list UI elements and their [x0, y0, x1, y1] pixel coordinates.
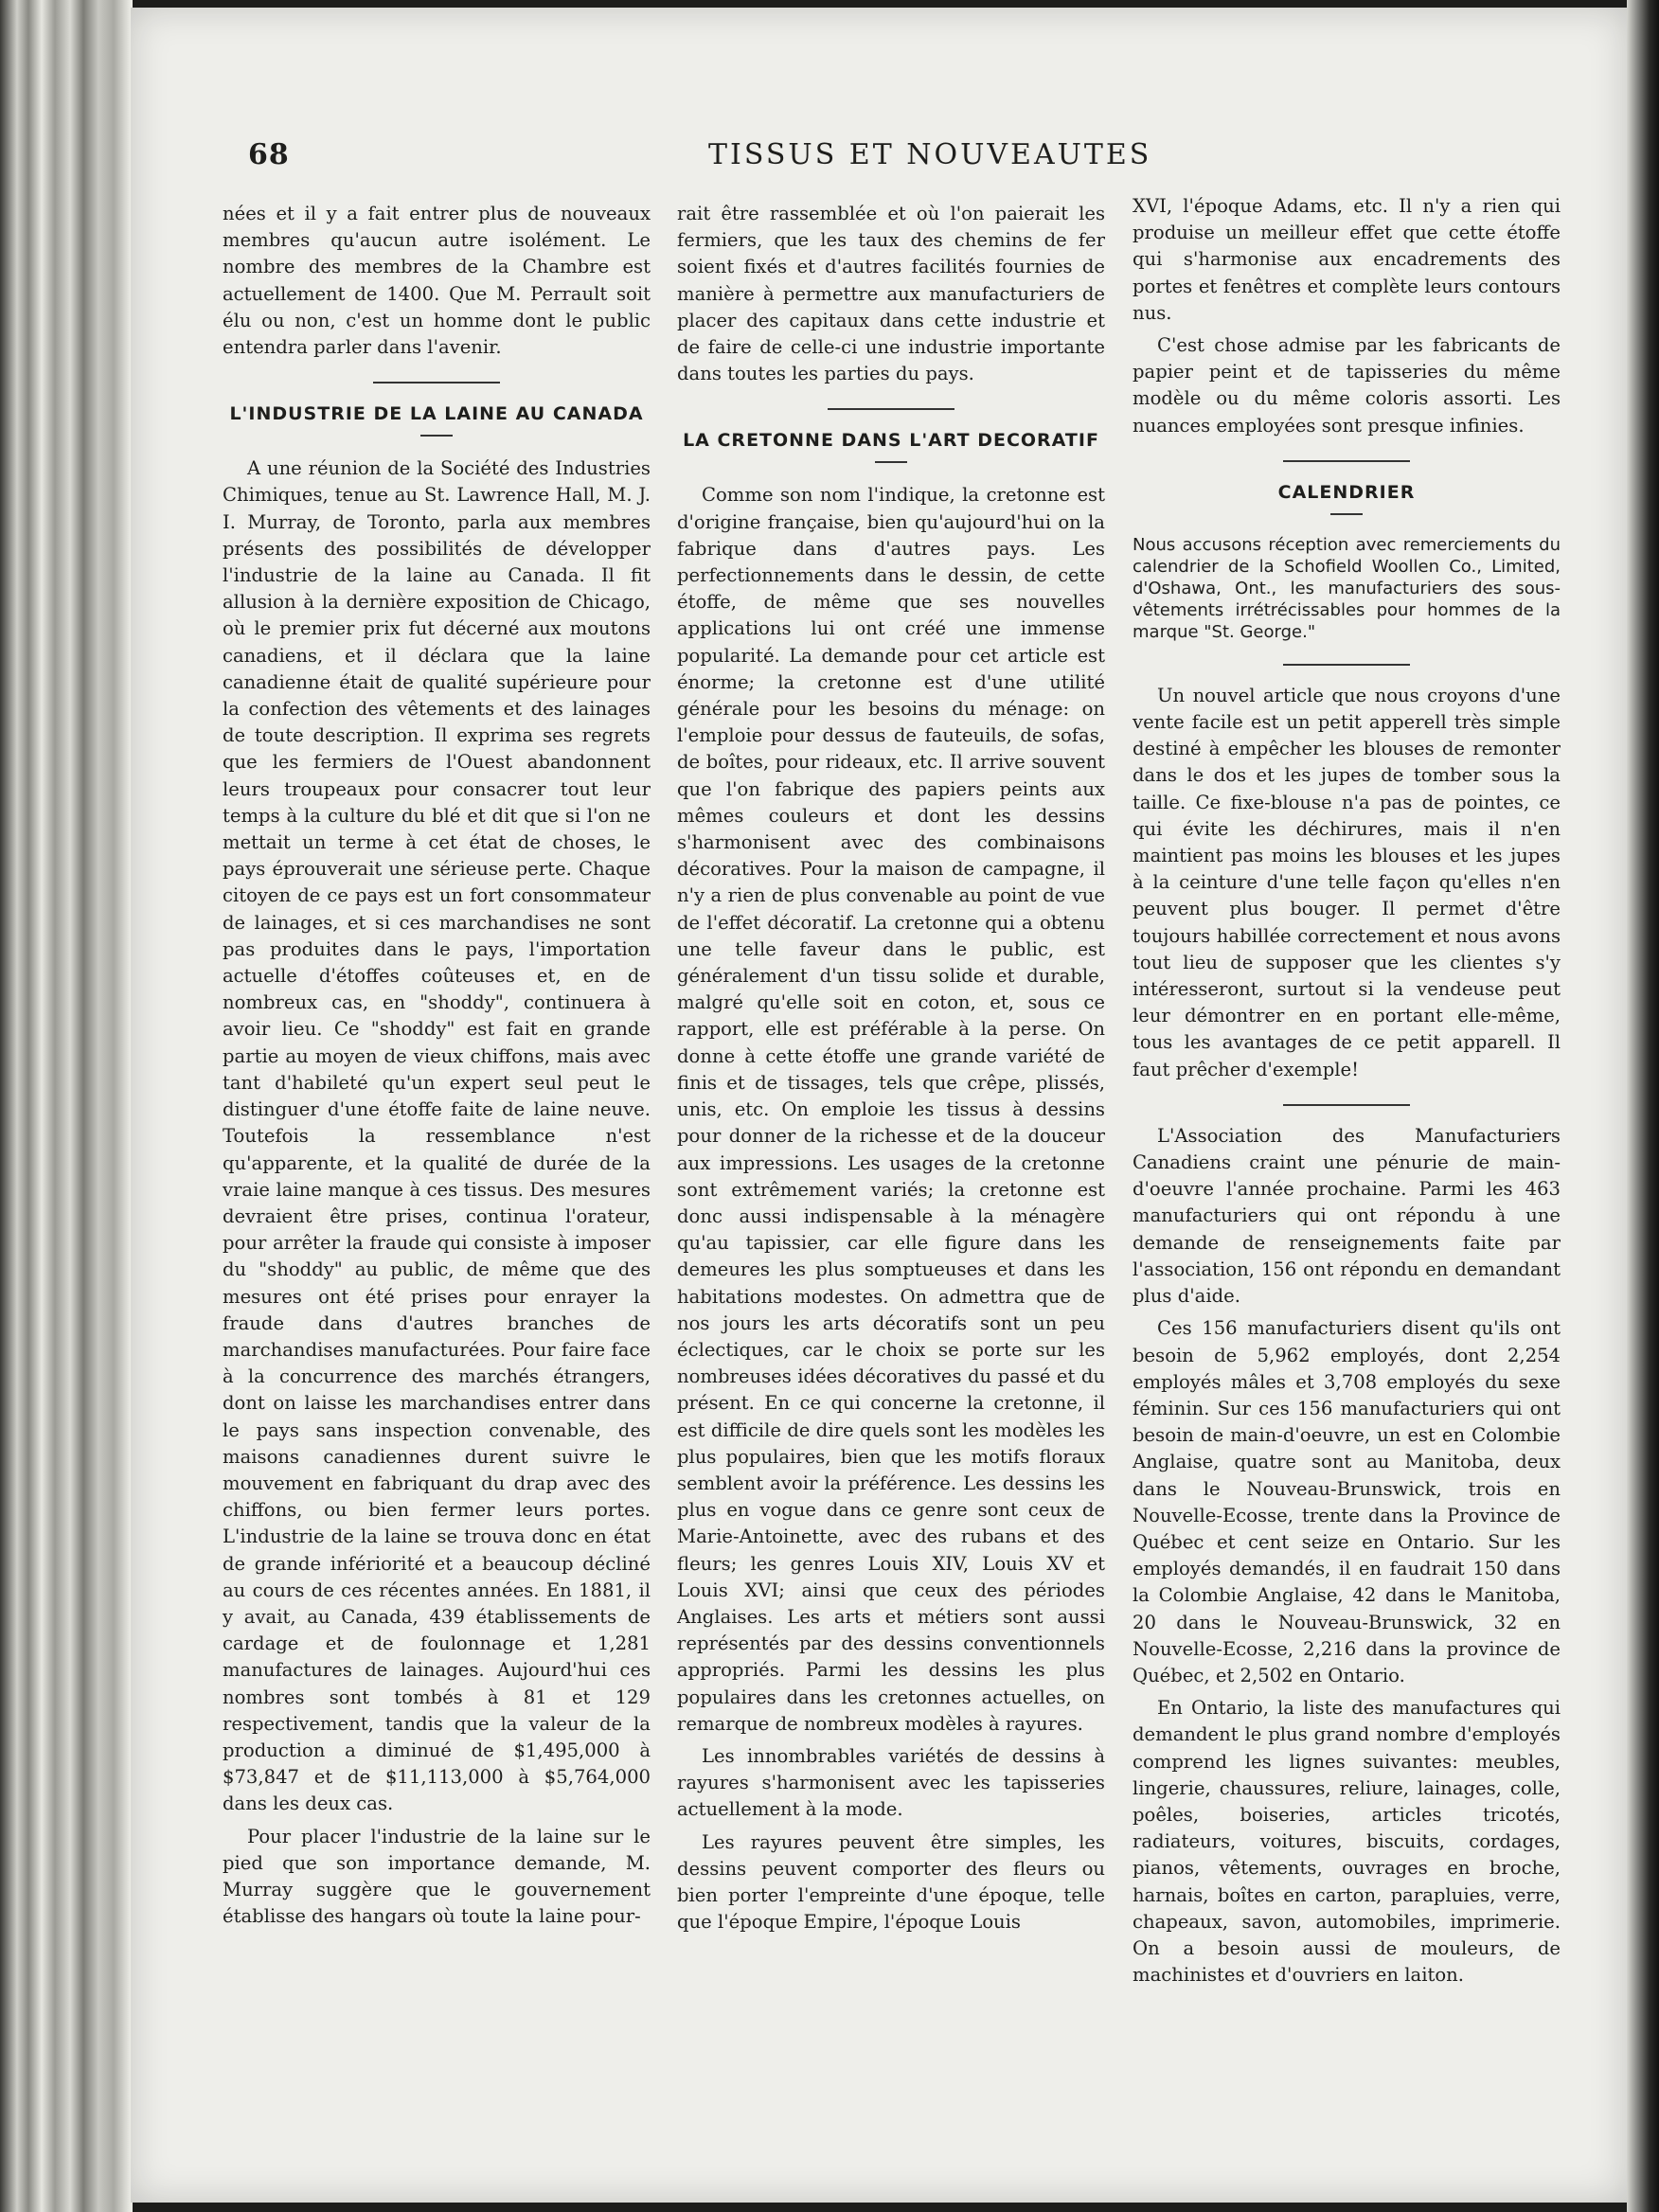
article-heading-cretonne: LA CRETONNE DANS L'ART DECORATIF [683, 430, 1099, 452]
cretonne-paragraph-2: Les innombrables variétés de dessins à rayures s'harmonisent avec les tapisseries actuellement à la mode. [677, 1744, 1105, 1821]
cretonne-paragraph-1: Comme son nom l'indique, la cretonne est d'origine française, bien qu'aujourd'hui on la fabrique dans d'autres pays. Les perfectionnements dans le dessin, de cette étoffe, de même que ses nouvelles applications lui ont créé une immense popularité. La demande pour cet article est énorme; la cretonne est d'une utilité générale pour les besoins du ménage: on l'emploie pour dessus de fauteuils, de sofas, de boîtes, pour rideaux, etc. Il arrive souvent que l'on fabrique des papiers peints aux mêmes couleurs et dont les dessins s'harmonisent avec des combinaisons décoratives. Pour la maison de campagne, il n'y a rien de plus convenable au point de vue de l'effet décoratif. La cretonne qui a obtenu une telle faveur dans le public, est généralement d'un tissu solide et durable, malgré qu'elle soit en coton, et, sous ce rapport, elle est préférable à la perse. On donne à cette étoffe une grande variété de finis et de tissages, tels que crêpe, plissés, unis, etc. On emploie les tissus à dessins pour donner de la richesse et de la douceur aux impressions. Les usages de la cretonne sont extrêmement variés; la cretonne est donc aussi indispensable à la ménagère qu'au tapissier, car elle figure dans les demeures les plus somptueuses et dans les habitations modestes. On admettra que de nos jours les arts décoratifs sont un peu éclectiques, car le choix se porte sur les nombreuses idées décoratives du passé et du présent. En ce qui concerne la cretonne, il est difficile de dire quels sont les modèles les plus populaires, bien que les motifs floraux semblent avoir la préférence. Les dessins les plus en vogue dans ce genre sont ceux de Marie-Antoinette, avec des rubans et des fleurs; les genres Louis XIV, Louis XV et Louis XVI; ainsi que ceux des périodes Anglaises. Les arts et métiers sont aussi représentés par des dessins conventionnels appropriés. Parmi les dessins les plus populaires dans les cretonnes actuelles, on remarque de nombreux modèles à rayures. [677, 484, 1105, 1735]
column-3 [1133, 193, 1561, 1989]
cretonne-paragraph-3: Les rayures peuvent être simples, les dessins peuvent comporter des fleurs ou bien porter l'empreinte d'une époque, telle que l'époque Empire, l'époque Louis [677, 1830, 1105, 1934]
section-divider [1283, 664, 1410, 666]
article-heading-laine: L'INDUSTRIE DE LA LAINE AU CANADA [229, 403, 644, 425]
continuation-paragraph: XVI, l'époque Adams, etc. Il n'y a rien qui produise un meilleur effet que cette étoffe qui s'harmonise aux encadrements des portes et fenêtres et complète leurs contours nus. [1133, 195, 1561, 324]
laine-paragraph-1: A une réunion de la Société des Industries Chimiques, tenue au St. Lawrence Hall, M. J. I. Murray, de Toronto, parla aux membres présents des possibilités de développer l'industrie de la laine au Canada. Il fit allusion à la dernière exposition de Chicago, où le premier prix fut décerné aux moutons canadiens, et il déclara que la laine canadienne était de qualité supérieure pour la confection des vêtements et des lainages de toute description. Il exprima ses regrets que les fermiers de l'Ouest abandonnent leurs troupeaux pour consacrer tout leur temps à la culture du blé et dit que si l'on ne mettait un terme à cet état de choses, le pays éprouverait une sérieuse perte. Chaque citoyen de ce pays est un fort consommateur de lainages, et si ces marchandises ne sont pas produites dans le pays, l'importation actuelle d'étoffes coûteuses et, en de nombreux cas, en "shoddy", continuera à avoir lieu. Ce "shoddy" est fait en grande partie au moyen de vieux chiffons, mais avec tant d'habileté qu'un expert seul peut le distinguer d'une étoffe faite de laine neuve. Toutefois la ressemblance n'est qu'apparente, et la qualité de durée de la vraie laine manque à ces tissus. Des mesures devraient être prises, continua l'orateur, pour arrêter la fraude qui consiste à imposer du "shoddy" au public, de même que des mesures ont été prises pour enrayer la fraude dans d'autres branches de marchandises manufacturées. Pour faire face à la concurrence des marchés étrangers, dont on laisse les marchandises entrer dans le pays sans inspection convenable, des maisons canadiennes durent suivre le mouvement en fabriquant du drap avec des chiffons, ou bien fermer leurs portes. L'industrie de la laine se trouva donc en état de grande infériorité et a beaucoup décliné au cours de ces récentes années. En 1881, il y avait, au Canada, 439 établissements de cardage et de foulonnage et 1,281 manufactures de lainages. Aujourd'hui ces nombres sont tombés à 81 et 129 respectivement, tandis que la valeur de la production a diminué de $1,495,000 à $73,847 et de $11,113,000 à $5,764,000 dans les deux cas. [223, 457, 651, 1815]
heading-underline [875, 461, 907, 463]
section-divider [1283, 1104, 1410, 1106]
association-paragraph-3: En Ontario, la liste des manufactures qui demandent le plus grand nombre d'employés comprend les lignes suivantes: meubles, lingerie, chaussures, reliure, lainages, colle, poêles, boiseries, articles tricotés, radiateurs, voitures, biscuits, cordages, pianos, vêtements, ouvrages en broche, harnais, boîtes en carton, parapluies, verre, chapeaux, savon, automobiles, imprimerie. On a besoin aussi de mouleurs, de machinistes et d'ouvriers en laiton. [1133, 1697, 1561, 1987]
intro-paragraph: nées et il y a fait entrer plus de nouveaux membres qu'aucun autre isolément. Le nombre des membres de la Chambre est actuellement de 1400. Que M. Perrault soit élu ou non, c'est un homme dont le public entendra parler dans l'avenir. [223, 203, 651, 359]
heading-underline [1330, 513, 1363, 515]
section-divider [1283, 460, 1410, 462]
association-paragraph-2: Ces 156 manufacturiers disent qu'ils ont besoin de 5,962 employés, dont 2,254 employés mâles et 3,708 employés du sexe féminin. Sur ces 156 manufacturiers qui ont besoin de main-d'oeuvre, un est en Colombie Anglaise, quatre sont au Manitoba, deux dans le Nouveau-Brunswick, trois en Nouvelle-Ecosse, trente dans la Province de Québec et cent seize en Ontario. Sur les employés demandés, il en faudrait 150 dans la Colombie Anglaise, 42 dans le Manitoba, 20 dans le Nouveau-Brunswick, 32 en Nouvelle-Ecosse, 2,216 dans la province de Québec, et 2,502 en Ontario. [1133, 1317, 1561, 1686]
column-1 [223, 201, 651, 1930]
association-paragraph-1: L'Association des Manufacturiers Canadiens craint une pénurie de main-d'oeuvre l'année prochaine. Parmi les 463 manufacturiers qui ont répondu à une demande de renseignements faite par l'association, 156 ont répondu en demandant plus d'aide. [1133, 1124, 1561, 1308]
laine-paragraph-2: Pour placer l'industrie de la laine sur le pied que son importance demande, M. Murray suggère que le gouvernement établisse des hangars où toute la laine pour- [223, 1825, 651, 1928]
section-divider [828, 408, 954, 410]
book-binding-edge [0, 0, 133, 2212]
section-divider [373, 382, 500, 384]
running-title: TISSUS ET NOUVEAUTES [708, 138, 1152, 171]
wallpaper-paragraph: C'est chose admise par les fabricants de papier peint et de tapisseries du même modèle ou du même coloris assorti. Les nuances employées sont presque infinies. [1133, 334, 1561, 437]
column-2 [677, 201, 1105, 1936]
blouse-paragraph: Un nouvel article que nous croyons d'une vente facile est un petit apperell très simple destiné à empêcher les blouses de remonter dans le dos et les jupes de tomber sous la taille. Ce fixe-blouse n'a pas de pointes, ce qui évite les déchirures, mais il n'en maintient pas moins les blouses et les jupes à la ceinture d'une telle façon qu'elles n'en peuvent plus bouger. Il permet d'être toujours habillée correctement et nous avons tout lieu de supposer que les clientes s'y intéresseront, surtout si la vendeuse peut leur démontrer en en portant elle-même, tous les avantages de ce petit apparell. Il faut prêcher d'exemple! [1133, 684, 1561, 1080]
page-number: 68 [248, 138, 290, 171]
calendar-heading: CALENDRIER [1277, 481, 1416, 503]
calendar-note: Nous accusons réception avec remerciements du calendrier de la Schofield Woollen Co., Limited, d'Oshawa, Ont., les manufacturiers des sous-vêtements irrétrécissables pour hommes de la marque "St. George." [1133, 534, 1561, 642]
continuation-paragraph: rait être rassemblée et où l'on paierait les fermiers, que les taux des chemins de fer soient fixés et d'autres facilités fournies de manière à permettre aux manufacturiers de placer des capitaux dans cette industrie et de faire de celle-ci une industrie importante dans toutes les parties du pays. [677, 203, 1105, 385]
page-right-edge [1627, 0, 1659, 2212]
heading-underline [420, 435, 453, 437]
